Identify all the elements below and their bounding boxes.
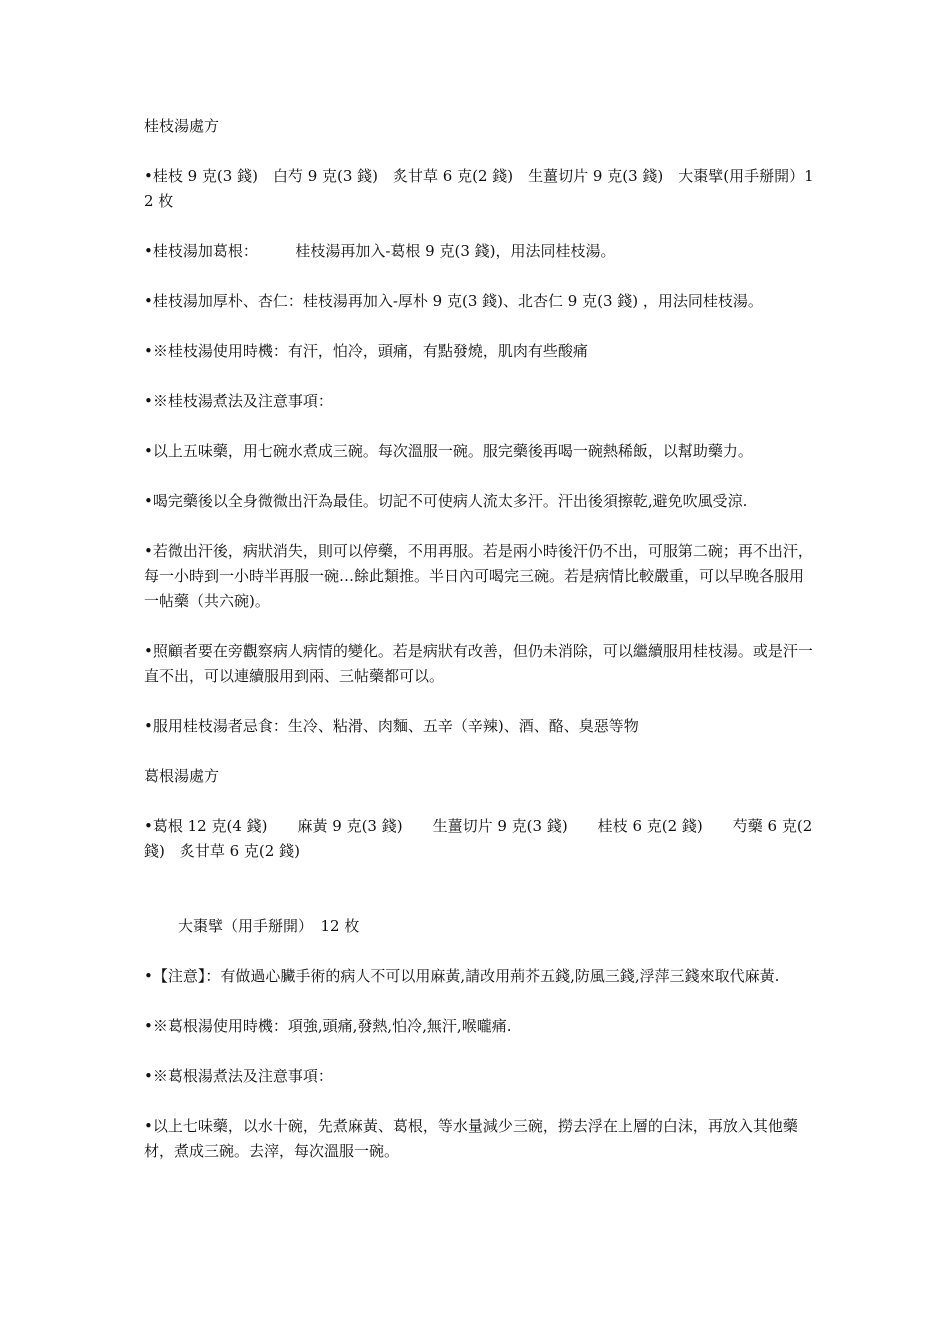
paragraph: •※桂枝湯使用時機：有汗，怕冷，頭痛，有點發燒，肌肉有些酸痛 bbox=[144, 342, 588, 360]
paragraph: •服用桂枝湯者忌食：生冷、粘滑、肉麵、五辛（辛辣)、酒、酪、臭惡等物 bbox=[144, 717, 639, 735]
paragraph: •桂枝湯加葛根： 桂枝湯再加入-葛根 9 克(3 錢)，用法同桂枝湯。 bbox=[144, 242, 616, 260]
paragraph-ingredients-continued: 大棗擘（用手掰開） 12 枚 bbox=[178, 917, 360, 935]
section-title-guizhi: 桂枝湯處方 bbox=[144, 117, 220, 135]
paragraph: •※葛根湯使用時機：項強,頭痛,發熱,怕冷,無汗,喉嚨痛. bbox=[144, 1017, 512, 1035]
paragraph: •喝完藥後以全身微微出汗為最佳。切記不可使病人流太多汗。汗出後須擦乾,避免吹風受涼. bbox=[144, 492, 748, 510]
document-content bbox=[144, 114, 818, 1189]
paragraph-ingredients: •葛根 12 克(4 錢) 麻黃 9 克(3 錢) 生薑切片 9 克(3 錢) 桂枝 6 克(2 錢) 芍藥 6 克(2 錢) 炙甘草 6 克(2 錢) bbox=[144, 817, 818, 860]
paragraph: •桂枝 9 克(3 錢) 白芍 9 克(3 錢) 炙甘草 6 克(2 錢) 生薑切片 9 克(3 錢) 大棗擘(用手掰開）12 枚 bbox=[144, 167, 814, 210]
blank-line bbox=[144, 889, 814, 914]
paragraph: •若微出汗後，病狀消失，則可以停藥，不用再服。若是兩小時後汗仍不出，可服第二碗；再不出汗，每一小時到一小時半再服一碗…餘此類推。半日內可喝完三碗。若是病情比較嚴重，可以早晚各服用一帖藥（共六碗)。 bbox=[144, 542, 813, 610]
section-title-gegen: 葛根湯處方 bbox=[144, 767, 220, 785]
paragraph: •照顧者要在旁觀察病人病情的變化。若是病狀有改善，但仍未消除，可以繼續服用桂枝湯。或是汗一直不出，可以連續服用到兩、三帖藥都可以。 bbox=[144, 642, 813, 685]
paragraph: •桂枝湯加厚朴、杏仁：桂枝湯再加入-厚朴 9 克(3 錢)、北杏仁 9 克(3 錢) ，用法同桂枝湯。 bbox=[144, 292, 763, 310]
paragraph: •※葛根湯煮法及注意事項： bbox=[144, 1067, 333, 1085]
paragraph: •以上七味藥，以水十碗，先煮麻黃、葛根，等水量減少三碗，撈去浮在上層的白沫，再放入其他藥材，煮成三碗。去滓，每次溫服一碗。 bbox=[144, 1117, 798, 1160]
paragraph: •【注意】：有做過心臟手術的病人不可以用麻黃,請改用荊芥五錢,防風三錢,浮萍三錢來取代麻黃. bbox=[144, 967, 780, 985]
paragraph: •以上五味藥，用七碗水煮成三碗。每次溫服一碗。服完藥後再喝一碗熱稀飯，以幫助藥力。 bbox=[144, 442, 753, 460]
paragraph: •※桂枝湯煮法及注意事項： bbox=[144, 392, 333, 410]
